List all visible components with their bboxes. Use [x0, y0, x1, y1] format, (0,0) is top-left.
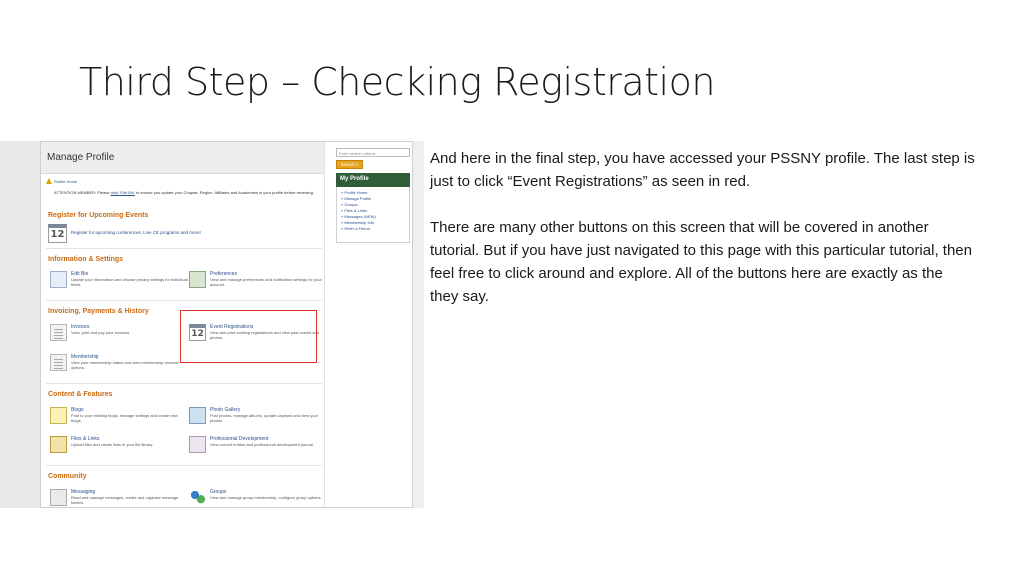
breadcrumb[interactable]	[46, 178, 77, 184]
divider	[46, 248, 322, 249]
invoices-item[interactable]	[50, 324, 190, 348]
photo-gallery-description: Post photos, manage albums, update captions and view your photos.	[210, 413, 319, 423]
professional-development-link[interactable]: Professional Development	[210, 436, 269, 442]
profile-screenshot	[40, 141, 413, 508]
section-content-heading: Content & Features	[48, 391, 113, 398]
sidebar-link-messages[interactable]: » Messages (NEW)	[341, 214, 376, 219]
photo-gallery-item[interactable]	[189, 407, 329, 431]
register-events-link[interactable]: Register for upcoming conferences, Live CE programs and more!	[71, 230, 201, 235]
invoice-icon[interactable]	[50, 324, 67, 341]
sidebar-link-manage-profile[interactable]: » Manage Profile	[341, 196, 372, 201]
journal-icon[interactable]	[189, 436, 206, 453]
people-icon[interactable]	[189, 489, 206, 506]
instruction-paragraph-1: And here in the final step, you have accessed your PSSNY profile. The last step is just to click “Event Registrations” as seen in red.	[430, 150, 975, 190]
edit-bio-icon[interactable]	[50, 271, 67, 288]
edit-bio-item[interactable]	[50, 271, 190, 295]
edit-bio-link[interactable]: Edit Bio	[71, 271, 89, 277]
preferences-description: View and manage preferences and notification settings for your account.	[210, 277, 322, 287]
edit-bio-description: Update your information and choose privacy settings for individual fields.	[71, 277, 188, 287]
sidebar-link-groups[interactable]: » Groups	[341, 202, 358, 207]
search-input[interactable]: Enter search criteria...	[336, 148, 410, 157]
attention-notice: ATTENTION MEMBER: Please click 'Edit Bio' to ensure you update your Chapter, Region, Affiliates and Academies in your profile before renewing.	[54, 190, 314, 195]
blogs-link[interactable]: Blogs	[71, 407, 84, 413]
edit-bio-link[interactable]: click 'Edit Bio'	[110, 190, 135, 195]
my-profile-heading: My Profile	[336, 173, 410, 187]
search-button[interactable]: Search »	[336, 160, 363, 169]
messaging-item[interactable]	[50, 489, 190, 508]
divider	[46, 300, 322, 301]
blogs-item[interactable]	[50, 407, 190, 431]
files-links-description: Upload files and create links in your file library.	[71, 442, 154, 447]
event-registrations-description: View and print existing registrations and view past events and photos.	[210, 330, 320, 340]
sidebar-link-files-links[interactable]: » Files & Links	[341, 208, 368, 213]
membership-item[interactable]	[50, 354, 190, 378]
section-info-heading: Information & Settings	[48, 256, 124, 263]
register-events-row[interactable]	[48, 224, 318, 244]
section-invoicing-heading: Invoicing, Payments & History	[48, 308, 149, 315]
professional-development-description: View current entries and professional development journal.	[210, 442, 314, 447]
messaging-link[interactable]: Messaging	[71, 489, 96, 495]
groups-link[interactable]: Groups	[210, 489, 227, 495]
event-registrations-link[interactable]: Event Registrations	[210, 324, 254, 330]
photo-icon[interactable]	[189, 407, 206, 424]
section-register-heading: Register for Upcoming Events	[48, 212, 149, 219]
divider	[46, 465, 322, 466]
sidebar-link-refer-friend[interactable]: » Refer a Friend	[341, 226, 370, 231]
sidebar-link-profile-home[interactable]: » Profile Home	[341, 190, 368, 195]
manage-profile-panel	[41, 142, 325, 508]
section-community-heading: Community	[48, 473, 87, 480]
files-links-item[interactable]	[50, 436, 190, 460]
left-background-strip	[0, 141, 40, 508]
groups-item[interactable]	[189, 489, 329, 508]
invoices-description: View, print and pay your invoices.	[71, 330, 131, 335]
manage-profile-header	[41, 142, 324, 174]
blogs-description: Post to your existing blogs, manage settings and create new blogs.	[71, 413, 178, 423]
sidebar-link-membership-info[interactable]: » Membership Info	[341, 220, 375, 225]
preferences-icon[interactable]	[189, 271, 206, 288]
manage-profile-title: Manage Profile	[47, 152, 115, 163]
blog-pencil-icon[interactable]	[50, 407, 67, 424]
envelope-icon[interactable]	[50, 489, 67, 506]
messaging-description: Read and manage messages, create and organize message folders.	[71, 495, 179, 505]
my-profile-links	[336, 187, 410, 243]
instruction-paragraph-2: There are many other buttons on this screen that will be covered in another tutorial. But if you have just navigated to this page with this particular tutorial, then feel free to click around and explore. All of the buttons here are exactly as the they say.	[430, 219, 972, 305]
divider	[46, 383, 322, 384]
breadcrumb-profile-home[interactable]: Profile Home	[54, 178, 78, 184]
membership-description: View your membership status and view membership renewal options.	[71, 360, 179, 370]
preferences-item[interactable]	[189, 271, 329, 295]
slide-title: Third Step – Checking Registration	[79, 60, 715, 104]
sidebar	[333, 142, 413, 508]
files-links-link[interactable]: Files & Links	[71, 436, 100, 442]
right-background-strip	[412, 141, 424, 508]
calendar-icon[interactable]: 12	[189, 324, 206, 341]
red-highlight-box	[180, 310, 317, 363]
membership-icon[interactable]	[50, 354, 67, 371]
invoices-link[interactable]: Invoices	[71, 324, 90, 330]
photo-gallery-link[interactable]: Photo Gallery	[210, 407, 241, 413]
professional-development-item[interactable]	[189, 436, 329, 460]
upload-folder-icon[interactable]	[50, 436, 67, 453]
groups-description: View and manage group membership, configure group options.	[210, 495, 322, 500]
calendar-icon[interactable]: 12	[48, 224, 67, 243]
preferences-link[interactable]: Preferences	[210, 271, 237, 277]
membership-link[interactable]: Membership	[71, 354, 99, 360]
warning-icon	[46, 178, 52, 184]
